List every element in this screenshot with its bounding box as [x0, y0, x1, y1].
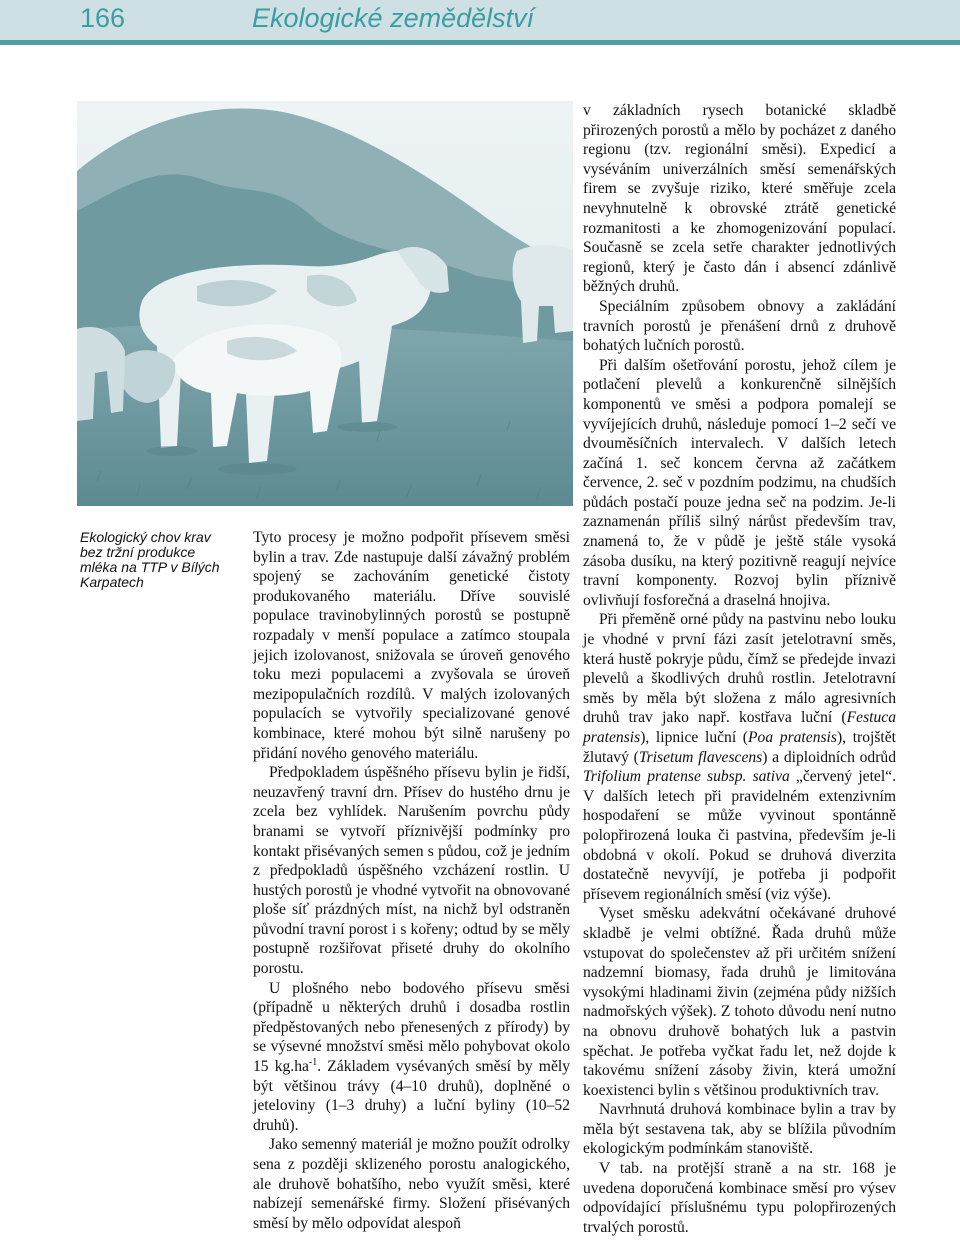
figure-caption: Ekologický chov krav bez tržní produkce mléka na TTP v Bílých Karpatech [80, 529, 220, 590]
paragraph: Vyset směsku adekvátní očekávané druhové skladbě je velmi obtížné. Řada druhů může vstupovat do společenstev až při určitém snížení nadzemní biomasy, řada druhů je limitována vysokými hladinami živin (zejména půdy nižších nadmořských výšek). Z tohoto důvodu není nutno na obnovu druhově bohatých luk a pastvin spěchat. Je potřeba vyčkat řadu let, než dojde k takovému snížení zásoby živin, která umožní koexistenci bylin s většinou produktivních trav. [583, 905, 896, 1099]
paragraph: Při dalším ošetřování porostu, jehož cílem je potlačení plevelů a konkurenčně silnějších komponentů ve směsi a podpora pomalejí se vyvíjejících druhů, následuje pomocí 1–2 sečí ve dvouměsíčních intervalech. V dalších letech začíná 1. seč koncem června až začátkem července, 2. seč v pozdním podzimu, na chudších půdách postačí pouze jedna seč na podzim. Je-li zaznamenán příliš silný nárůst především trav, znamená to, že v půdě je ještě stále vysoká zásoba dusíku, na který pozitivně reagují nejvíce travní komponenty. Rozvoj bylin příznivě ovlivňují fosforečná a draselná hnojiva. [583, 356, 896, 609]
left-text-column [253, 528, 570, 1233]
paragraph: Předpokladem úspěšného přísevu bylin je řidší, neuzavřený travní drn. Přísev do hustého drnu je zcela bez vyhlídek. Narušením povrchu půdy branami se vytvoří příznivější podmínky pro kontakt přisévaných semen s půdou, což je jedním z předpokladů úspěšného vzcházení rostlin. U hustých porostů je vhodné vytvořit na obnovované ploše síť prázdných míst, na nichž byl odstraněn původní travní porost i s kořeny; odtud by se měly postupně rozšiřovat přiseté druhy do okolního porostu. [253, 764, 570, 978]
header-rule [0, 40, 960, 45]
running-title: Ekologické zemědělství [252, 3, 535, 33]
paragraph: Speciálním způsobem obnovy a zakládání travních porostů je přenášení drnů z druhově bohatých lučních porostů. [583, 297, 896, 355]
right-text-column [583, 101, 896, 1237]
text-run: Při přeměně orné půdy na pastvinu nebo louku je vhodné v první fázi zasít jetelotravní směs, která hustě pokryje půdu, čímž se předejde invazi plevelů a škodlivých druhů rostlin. Jetelotravní směs by měla být složena z málo agresivních druhů trav jako např. kostřava luční ( [583, 611, 896, 727]
paragraph: Navrhnutá druhová kombinace bylin a trav by měla být sestavena tak, aby se blížila původním ekologickým podmínkám stanoviště. [583, 1101, 896, 1158]
latin-name: Festuca pratensis [583, 709, 896, 746]
latin-name: Trifolium pratense subsp. sativa [583, 768, 790, 786]
paragraph [583, 610, 896, 904]
latin-name: Trisetum flavescens [638, 748, 763, 766]
text-run: ) a diploidních odrůd [762, 748, 896, 766]
text-run: . Základem vysévaných směsí by měly být většinou trávy (4–10 druhů), doplněné o jeteloviny (1–3 druhy) a luční byliny (10–52 druhů). [253, 1058, 570, 1134]
paragraph: v základních rysech botanické skladbě přirozených porostů a mělo by pocházet z daného regionu (tzv. regionální směsi). Expedicí a vyséváním univerzálních směsí semenářských firem se zvyšuje riziko, které směřuje zcela nevyhnutelně k obrovské ztrátě genetické rozmanitosti a ke zhomogenizování populací. Současně se zcela setře charakter jednotlivých regionů, který je často dán i absencí zdánlivě běžných druhů. [583, 102, 896, 296]
paragraph [253, 979, 570, 1136]
page-number: 166 [80, 3, 126, 33]
text-run: ), trojštět žlutavý ( [583, 729, 897, 766]
paragraph: Tyto procesy je možno podpořit přísevem směsi bylin a trav. Zde nastupuje další závažný problém spojený se zachováním genetické čistoty produkovaného materiálu. Dříve souvislé populace travinobylinných porostů se postupně rozpadaly v menší populace a zatímco stoupala jejich izolovanost, snižovala se úroveň genového toku mezi populacemi a zvyšovala se úroveň mezipopulačních rozdílů. V malých izolovaných populacích se vytvořily specializované genové kombinace, které mohou být silně narušeny po přidání nového genového materiálu. [253, 529, 570, 762]
paragraph: Jako semenný materiál je možno použít odrolky sena z později sklizeného porostu analogického, ale druhově bohatšího, nebo využít směsi, které nabízejí semenářské firmy. Složení přisévaných směsí by mělo odpovídat alespoň [253, 1136, 570, 1232]
paragraph: V tab. na protější straně a na str. 168 je uvedena doporučená kombinace směsí pro výsev odpovídající příslušnému typu polopřirozených trvalých porostů. [583, 1160, 896, 1236]
cows-photo [77, 101, 573, 506]
text-run: U plošného nebo bodového přísevu směsi (případně u některých druhů i dosadba rostlin předpěstovaných nebo přenesených z přírody) by se výsevné množství směsi mělo pohybovat okolo 15 kg.ha [253, 979, 570, 1076]
text-run: „červený jetel“. V dalších letech při pravidelném extenzivním hospodaření se může vyvinout spontánně polopřirozená louka či pastvina, především je-li obdobná v okolí. Pokud se druhová diverzita dostatečně nevyvíjí, je potřeba ji podpořit přísevem regionálních směsí (viz výše). [583, 768, 896, 903]
latin-name: Poa pratensis [748, 729, 837, 746]
superscript: -1 [308, 1056, 318, 1068]
text-run: ), lipnice luční ( [640, 729, 749, 746]
